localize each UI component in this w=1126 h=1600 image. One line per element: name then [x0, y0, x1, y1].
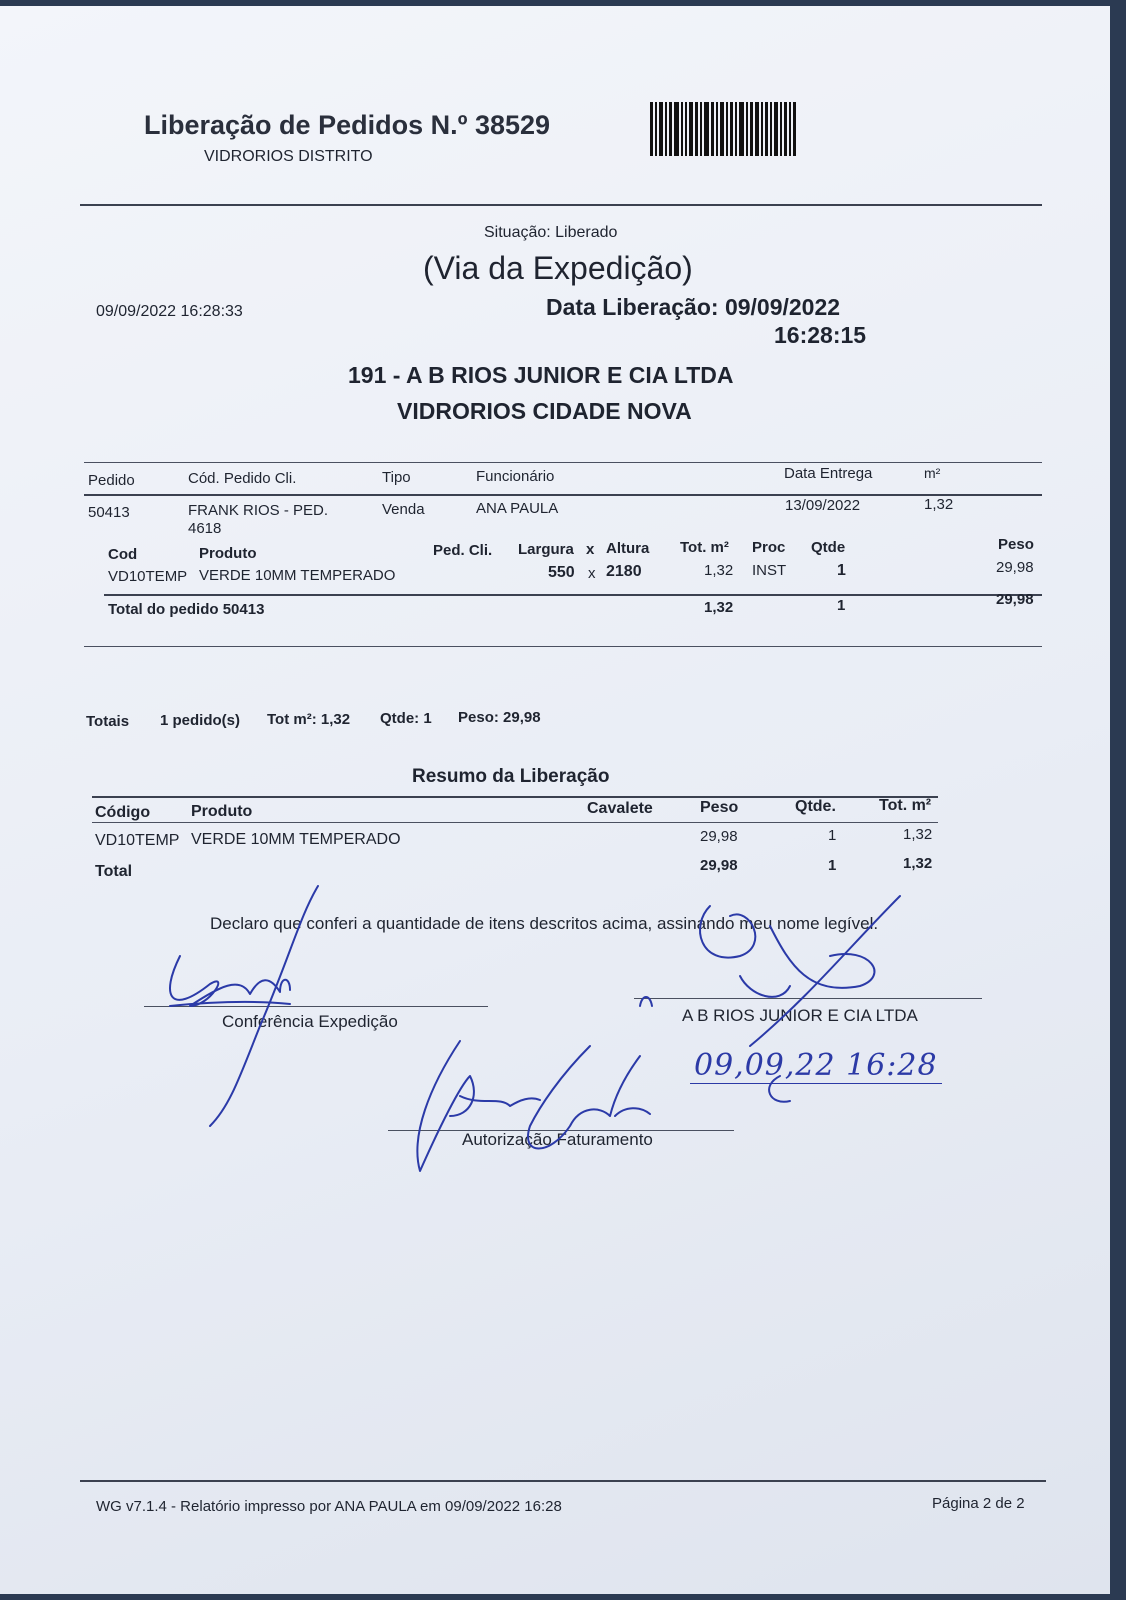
- item-col-altura: Altura: [606, 540, 650, 557]
- status-text: Situação: Liberado: [484, 224, 618, 241]
- handwritten-date: 09,09,22 16:28: [690, 1048, 942, 1084]
- summary-col-codigo: Código: [95, 804, 151, 821]
- order-total-m2: 1,32: [704, 599, 734, 616]
- item-code: VD10TEMP: [108, 568, 188, 585]
- client-store: VIDRORIOS CIDADE NOVA: [397, 398, 692, 424]
- summary-total-weight: 29,98: [700, 857, 738, 874]
- summary-header-rule: [92, 822, 938, 823]
- order-number: 50413: [88, 504, 130, 521]
- company-signature-scribble: [630, 886, 950, 1116]
- order-total-weight: 29,98: [996, 591, 1034, 608]
- footer-print-info: WG v7.1.4 - Relatório impresso por ANA PAULA em 09/09/2022 16:28: [96, 1498, 562, 1515]
- summary-total-label: Total: [95, 863, 133, 880]
- item-col-peso: Peso: [998, 536, 1034, 553]
- release-date: Data Liberação: 09/09/2022: [546, 294, 841, 320]
- item-qtde: 1: [837, 562, 846, 579]
- order-total-qtde: 1: [837, 597, 846, 614]
- via-title: (Via da Expedição): [423, 250, 693, 286]
- item-col-largura: Largura: [518, 541, 574, 558]
- header-divider: [80, 204, 1042, 206]
- col-pedido: Pedido: [88, 472, 135, 489]
- order-total-rule: [104, 594, 1042, 596]
- order-table-bottom-rule: [84, 646, 1042, 647]
- item-col-x: x: [586, 541, 595, 558]
- summary-col-tot-m2: Tot. m²: [879, 797, 932, 814]
- totals-qtde: Qtde: 1: [380, 710, 432, 727]
- order-employee: ANA PAULA: [476, 500, 559, 517]
- col-m2: m²: [924, 465, 941, 481]
- item-tot-m2: 1,32: [704, 562, 734, 579]
- order-client-code: FRANK RIOS - PED.: [188, 502, 329, 519]
- expedicao-signature-label: Conferência Expedição: [222, 1012, 398, 1031]
- totals-weight: Peso: 29,98: [458, 709, 541, 726]
- faturamento-signature-label: Autorização Faturamento: [462, 1130, 653, 1149]
- item-height: 2180: [606, 563, 642, 580]
- barcode-image: [650, 102, 820, 156]
- summary-col-peso: Peso: [700, 799, 739, 816]
- summary-col-produto: Produto: [191, 803, 253, 820]
- summary-weight: 29,98: [700, 828, 738, 845]
- item-col-proc: Proc: [752, 539, 786, 556]
- item-x: x: [588, 565, 596, 582]
- document-title: Liberação de Pedidos N.º 38529: [144, 110, 551, 140]
- summary-tot-m2: 1,32: [903, 826, 933, 843]
- summary-total-tot-m2: 1,32: [903, 855, 933, 872]
- summary-qtde: 1: [828, 827, 837, 844]
- summary-col-qtde: Qtde.: [795, 798, 836, 815]
- col-cod-pedido-cli: Cód. Pedido Cli.: [188, 470, 297, 487]
- item-col-ped-cli: Ped. Cli.: [433, 542, 493, 559]
- item-col-produto: Produto: [199, 545, 257, 562]
- order-client-code-cont: 4618: [188, 520, 222, 537]
- totals-label: Totais: [86, 713, 130, 730]
- item-col-tot-m2: Tot. m²: [680, 539, 729, 556]
- faturamento-signature-scribble: [400, 1036, 660, 1176]
- order-table-header-rule: [84, 494, 1042, 496]
- client-name: 191 - A B RIOS JUNIOR E CIA LTDA: [348, 362, 734, 388]
- document-subtitle: VIDRORIOS DISTRITO: [204, 148, 373, 165]
- declaration-text: Declaro que conferi a quantidade de itens descritos acima, assinando meu nome legível.: [210, 914, 879, 933]
- item-width: 550: [548, 564, 575, 581]
- item-col-cod: Cod: [108, 546, 138, 563]
- totals-pedidos: 1 pedido(s): [160, 712, 241, 729]
- item-proc: INST: [752, 562, 787, 579]
- col-funcionario: Funcionário: [476, 468, 555, 485]
- footer-divider: [80, 1480, 1046, 1482]
- col-tipo: Tipo: [382, 469, 411, 486]
- printed-timestamp: 09/09/2022 16:28:33: [96, 303, 243, 320]
- item-product: VERDE 10MM TEMPERADO: [199, 567, 396, 584]
- order-type: Venda: [382, 501, 425, 518]
- order-m2: 1,32: [924, 496, 954, 513]
- release-time: 16:28:15: [774, 322, 867, 348]
- item-weight: 29,98: [996, 559, 1034, 576]
- company-signature-label: A B RIOS JUNIOR E CIA LTDA: [682, 1006, 918, 1025]
- order-delivery-date: 13/09/2022: [785, 497, 861, 514]
- col-data-entrega: Data Entrega: [784, 465, 873, 482]
- order-total-label: Total do pedido 50413: [108, 601, 265, 618]
- footer-page-number: Página 2 de 2: [932, 1495, 1025, 1512]
- expedicao-signature-scribble: [150, 876, 330, 1136]
- summary-product: VERDE 10MM TEMPERADO: [191, 831, 401, 848]
- item-col-qtde: Qtde: [811, 539, 846, 556]
- summary-col-cavalete: Cavalete: [587, 800, 653, 817]
- document-page: [0, 6, 1110, 1594]
- totals-m2: Tot m²: 1,32: [267, 711, 351, 728]
- summary-code: VD10TEMP: [95, 832, 180, 849]
- summary-total-qtde: 1: [828, 857, 837, 874]
- order-table-top-rule: [84, 462, 1042, 463]
- summary-title: Resumo da Liberação: [412, 766, 610, 787]
